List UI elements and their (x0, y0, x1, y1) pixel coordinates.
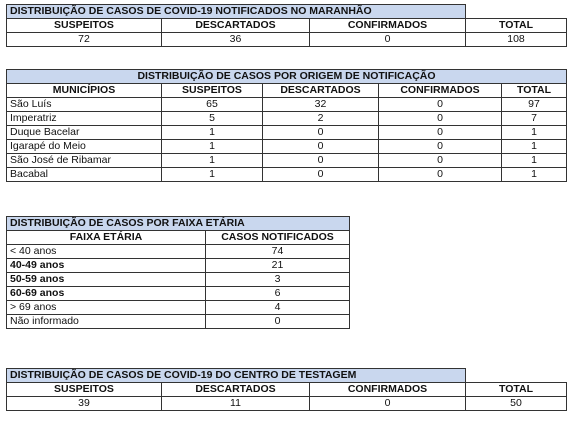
value-descartados: 11 (162, 397, 310, 411)
confirmados-cell: 0 (379, 168, 502, 182)
municipio-name: São José de Ribamar (7, 154, 162, 168)
age-range: < 40 anos (7, 245, 206, 259)
descartados-cell: 2 (263, 112, 379, 126)
suspeitos-cell: 1 (162, 126, 263, 140)
value-suspeitos: 72 (7, 33, 162, 47)
table-row (7, 245, 350, 259)
table-row (7, 154, 567, 168)
header-suspeitos: SUSPEITOS (7, 383, 162, 397)
table-title: DISTRIBUIÇÃO DE CASOS POR ORIGEM DE NOTIFICAÇÃO (7, 70, 567, 84)
header-descartados: DESCARTADOS (162, 383, 310, 397)
age-range: 60-69 anos (7, 287, 206, 301)
table-row (7, 273, 350, 287)
table-title: DISTRIBUIÇÃO DE CASOS POR FAIXA ETÁRIA (7, 217, 350, 231)
table-row (7, 301, 350, 315)
header-suspeitos: SUSPEITOS (7, 19, 162, 33)
table-row (7, 126, 567, 140)
confirmados-cell: 0 (379, 154, 502, 168)
municipio-name: São Luís (7, 98, 162, 112)
header-confirmados: CONFIRMADOS (310, 383, 466, 397)
header-total: TOTAL (466, 19, 567, 33)
age-range: Não informado (7, 315, 206, 329)
value-confirmados: 0 (310, 397, 466, 411)
total-cell: 97 (502, 98, 567, 112)
cases-count: 74 (206, 245, 350, 259)
descartados-cell: 0 (263, 140, 379, 154)
table-maranhao-cases (6, 4, 567, 47)
confirmados-cell: 0 (379, 140, 502, 154)
total-cell: 1 (502, 168, 567, 182)
header-faixa-etaria: FAIXA ETÁRIA (7, 231, 206, 245)
header-confirmados: CONFIRMADOS (310, 19, 466, 33)
total-cell: 1 (502, 154, 567, 168)
table-age-cases (6, 216, 350, 329)
total-cell: 1 (502, 126, 567, 140)
descartados-cell: 0 (263, 126, 379, 140)
municipio-name: Imperatriz (7, 112, 162, 126)
value-total: 108 (466, 33, 567, 47)
suspeitos-cell: 1 (162, 154, 263, 168)
descartados-cell: 0 (263, 154, 379, 168)
header-total: TOTAL (466, 383, 567, 397)
table-origin-cases (6, 69, 567, 182)
total-cell: 7 (502, 112, 567, 126)
age-range: 40-49 anos (7, 259, 206, 273)
table-row (7, 140, 567, 154)
value-descartados: 36 (162, 33, 310, 47)
confirmados-cell: 0 (379, 98, 502, 112)
suspeitos-cell: 5 (162, 112, 263, 126)
suspeitos-cell: 65 (162, 98, 263, 112)
confirmados-cell: 0 (379, 112, 502, 126)
table-row (7, 287, 350, 301)
suspeitos-cell: 1 (162, 140, 263, 154)
cases-count: 6 (206, 287, 350, 301)
municipio-name: Duque Bacelar (7, 126, 162, 140)
age-range: 50-59 anos (7, 273, 206, 287)
table-title: DISTRIBUIÇÃO DE CASOS DE COVID-19 NOTIFICADOS NO MARANHÃO (7, 5, 466, 19)
header-suspeitos: SUSPEITOS (162, 84, 263, 98)
table-row (7, 259, 350, 273)
municipio-name: Igarapé do Meio (7, 140, 162, 154)
table-row (7, 112, 567, 126)
header-municipios: MUNICÍPIOS (7, 84, 162, 98)
cases-count: 4 (206, 301, 350, 315)
table-row (7, 315, 350, 329)
table-row (7, 168, 567, 182)
table-title: DISTRIBUIÇÃO DE CASOS DE COVID-19 DO CENTRO DE TESTAGEM (7, 369, 466, 383)
descartados-cell: 0 (263, 168, 379, 182)
table-testing-center-cases (6, 368, 567, 411)
confirmados-cell: 0 (379, 126, 502, 140)
municipio-name: Bacabal (7, 168, 162, 182)
cases-count: 0 (206, 315, 350, 329)
value-confirmados: 0 (310, 33, 466, 47)
suspeitos-cell: 1 (162, 168, 263, 182)
header-confirmados: CONFIRMADOS (379, 84, 502, 98)
value-total: 50 (466, 397, 567, 411)
cases-count: 3 (206, 273, 350, 287)
cases-count: 21 (206, 259, 350, 273)
value-suspeitos: 39 (7, 397, 162, 411)
table-row (7, 98, 567, 112)
header-casos-notificados: CASOS NOTIFICADOS (206, 231, 350, 245)
header-descartados: DESCARTADOS (162, 19, 310, 33)
age-range: > 69 anos (7, 301, 206, 315)
header-descartados: DESCARTADOS (263, 84, 379, 98)
header-total: TOTAL (502, 84, 567, 98)
descartados-cell: 32 (263, 98, 379, 112)
total-cell: 1 (502, 140, 567, 154)
